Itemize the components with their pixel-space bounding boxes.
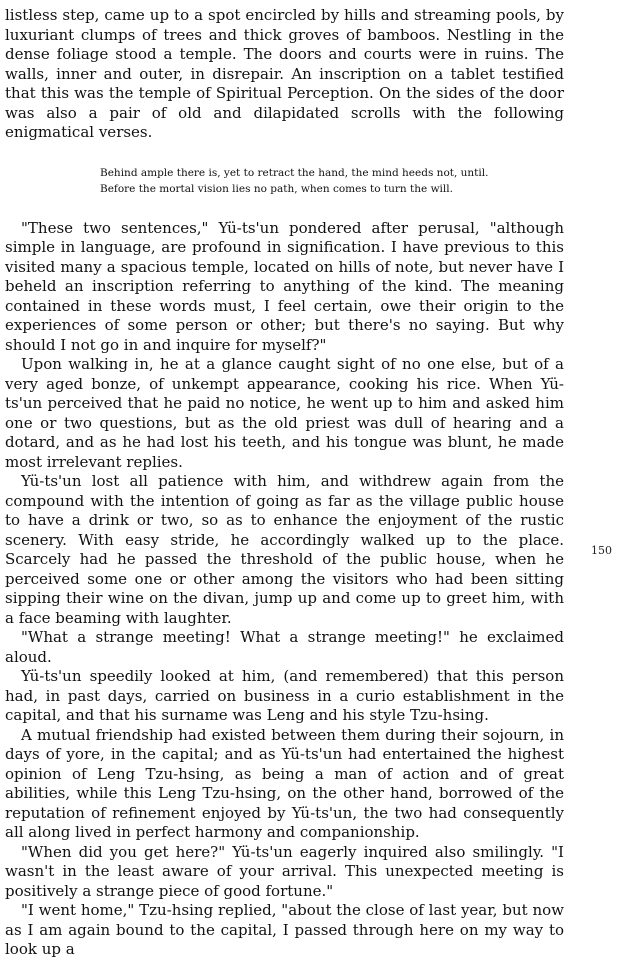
paragraph: Yü-ts'un speedily looked at him, (and remembered) that this person had, in past days, carried on business in a curio establishment in the capital, and that his surname was Leng and his style Tzu-hsing. [5,667,564,724]
paragraph: Upon walking in, he at a glance caught sight of no one else, but of a very aged bonze, of unkempt appearance, cooking his rice. When Yü-ts'un perceived that he paid no notice, he went up to him and asked him one or two questions, but as the old priest was dull of hearing and a dotard, and as he had lost his teeth, and his tongue was blunt, he made most irrelevant replies. [5,355,564,471]
paragraph: A mutual friendship had existed between them during their sojourn, in days of yore, in the capital; and as Yü-ts'un had entertained the highest opinion of Leng Tzu-hsing, as being a man of action and of great abilities, while this Leng Tzu-hsing, on the other hand, borrowed of the reputation of refinement enjoyed by Yü-ts'un, the two had consequently all along lived in perfect harmony and companionship. [5,725,564,841]
paragraph: "I went home," Tzu-hsing replied, "about the close of last year, but now as I am again bound to the capital, I passed through here on my way to look up a [5,901,564,958]
paragraph: "What a strange meeting! What a strange meeting!" he exclaimed aloud. [5,628,564,666]
verse-line: Behind ample there is, yet to retract the hand, the mind heeds not, until. [100,166,489,179]
paragraph: "These two sentences," Yü-ts'un pondered after perusal, "although simple in language, are profound in signification. I have previous to this visited many a spacious temple, located on hills of note, but never have I beheld an inscription referring to anything of the kind. The meaning contained in these words must, I feel certain, owe their origin to the experiences of some person or other; but there's no saying. But why should I not go in and inquire for myself?" [5,218,564,354]
paragraph: "When did you get here?" Yü-ts'un eagerly inquired also smilingly. "I wasn't in the least aware of your arrival. This unexpected meeting is positively a strange piece of good fortune." [5,842,564,900]
verse-block [100,165,564,197]
paragraph: Yü-ts'un lost all patience with him, and withdrew again from the compound with the intention of going as far as the village public house to have a drink or two, so as to enhance the enjoyment of the rustic scenery. With easy stride, he accordingly walked up to the place. Scarcely had he passed the threshold of the public house, when he perceived some one or other among the visitors who had been sitting sipping their wine on the divan, jump up and come up to greet him, with a face beaming with laughter. [5,472,564,627]
book-page [5,0,564,960]
verse-line: Before the mortal vision lies no path, when comes to turn the will. [100,182,453,195]
page-number: 150 [591,544,612,557]
paragraph: listless step, came up to a spot encircled by hills and streaming pools, by luxuriant clumps of trees and thick groves of bamboos. Nestling in the dense foliage stood a temple. The doors and courts were in ruins. The walls, inner and outer, in disrepair. An inscription on a tablet testified that this was the temple of Spiritual Perception. On the sides of the door was also a pair of old and dilapidated scrolls with the following enigmatical verses. [5,6,564,141]
